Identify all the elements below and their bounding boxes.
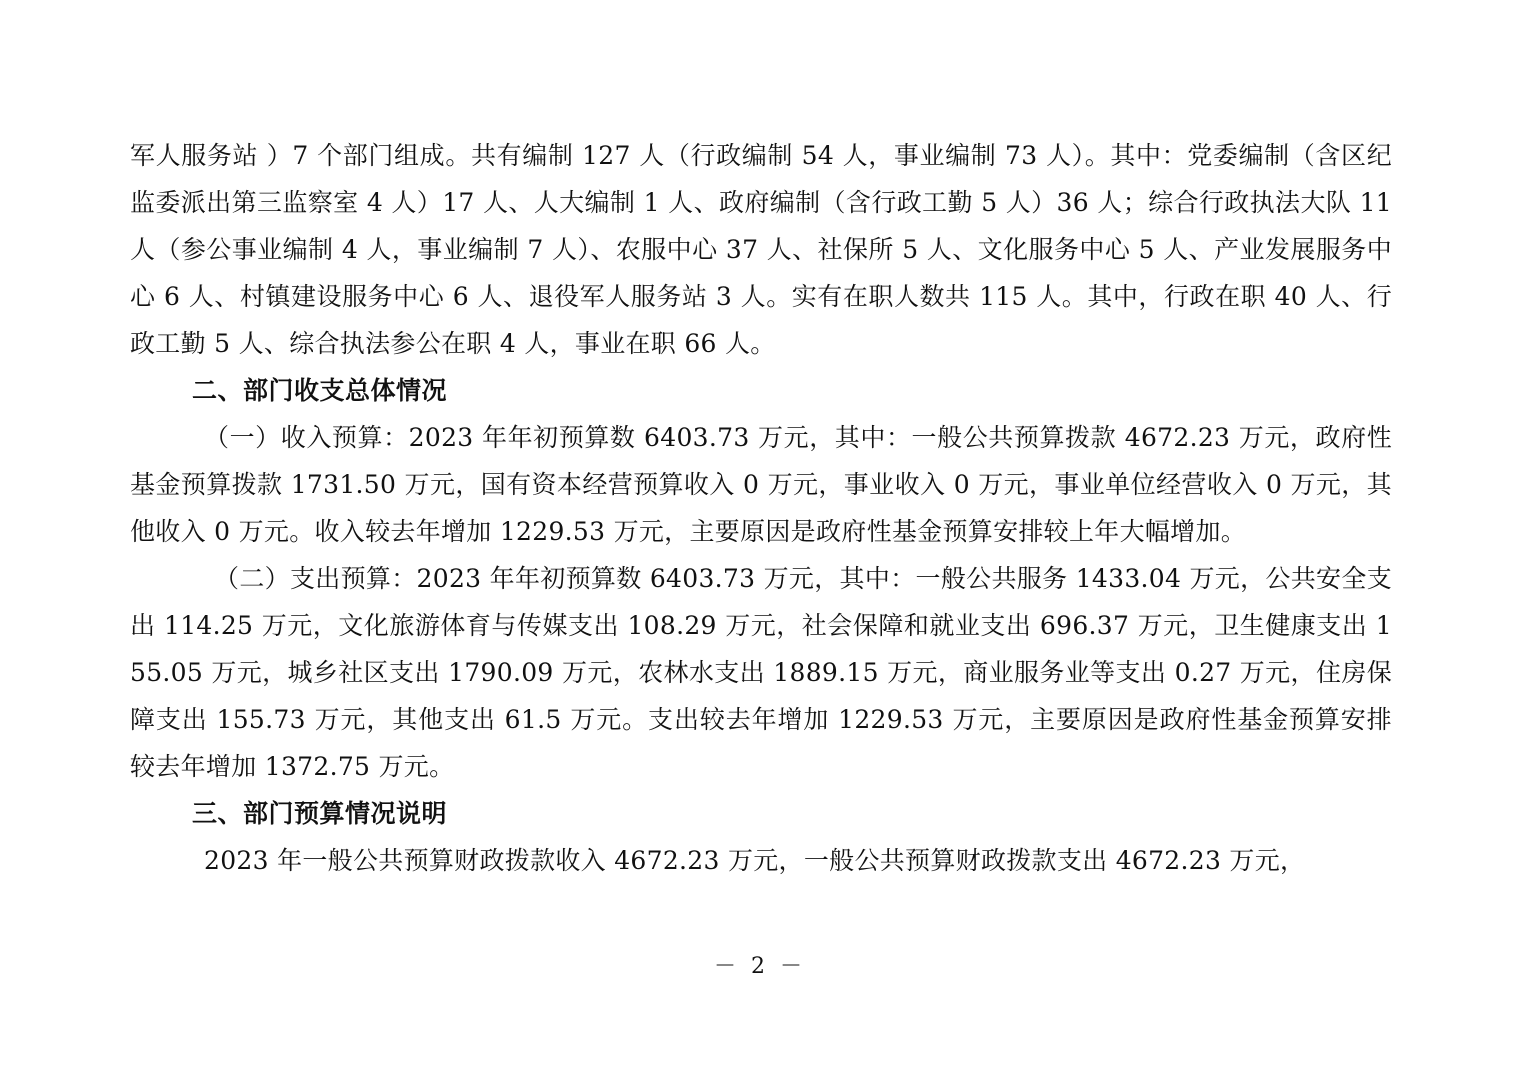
paragraph-staffing: 军人服务站 ）7 个部门组成。共有编制 127 人（行政编制 54 人，事业编制 73 人）。其中：党委编制（含区纪监委派出第三监察室 4 人）17 人、人大编制 1 人、政府编制（含行政工勤 5 人）36 人；综合行政执法大队 11 人（参公事业编制 4 人，事业编制 7 人）、农服中心 37 人、社保所 5 人、文化服务中心 5 人、产业发展服务中心 6 人、村镇建设服务中心 6 人、退役军人服务站 3 人。实有在职人数共 115 人。其中，行政在职 40 人、行政工勤 5 人、综合执法参公在职 4 人，事业在职 66 人。 bbox=[130, 141, 1392, 358]
section-heading-budget-explanation: 三、部门预算情况说明 bbox=[192, 799, 448, 828]
section-heading-income-expenditure: 二、部门收支总体情况 bbox=[192, 376, 448, 405]
document-body bbox=[130, 132, 1392, 884]
paragraph-expenditure-budget: （二）支出预算：2023 年年初预算数 6403.73 万元，其中：一般公共服务 1433.04 万元，公共安全支出 114.25 万元，文化旅游体育与传媒支出 108.29 万元，社会保障和就业支出 696.37 万元，卫生健康支出 155.05 万元，城乡社区支出 1790.09 万元，农林水支出 1889.15 万元，商业服务业等支出 0.27 万元，住房保障支出 155.73 万元，其他支出 61.5 万元。支出较去年增加 1229.53 万元，主要原因是政府性基金预算安排较去年增加 1372.75 万元。 bbox=[130, 564, 1392, 781]
page-number: － 2 － bbox=[714, 954, 806, 979]
paragraph-general-budget: 2023 年一般公共预算财政拨款收入 4672.23 万元，一般公共预算财政拨款支出 4672.23 万元， bbox=[204, 846, 1306, 875]
paragraph-income-budget: （一）收入预算：2023 年年初预算数 6403.73 万元，其中：一般公共预算拨款 4672.23 万元，政府性基金预算拨款 1731.50 万元，国有资本经营预算收入 0 万元，事业收入 0 万元，事业单位经营收入 0 万元，其他收入 0 万元。收入较去年增加 1229.53 万元，主要原因是政府性基金预算安排较上年大幅增加。 bbox=[130, 423, 1392, 546]
